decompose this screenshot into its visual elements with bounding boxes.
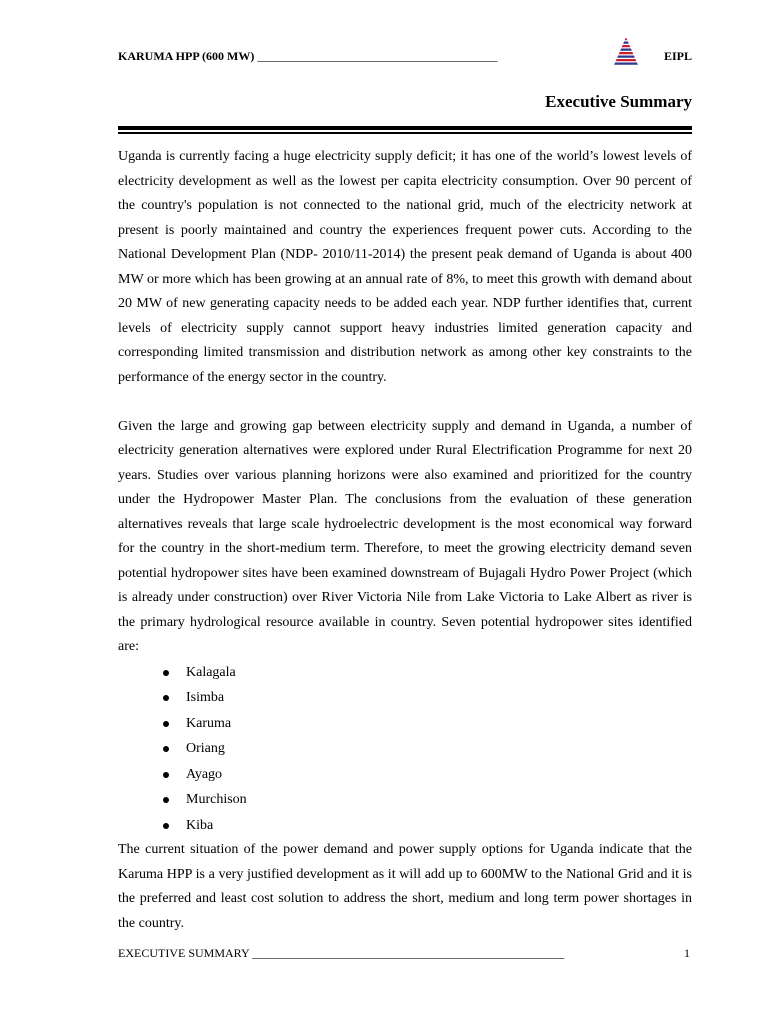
list-item bbox=[118, 685, 692, 711]
logo-stripe bbox=[619, 52, 634, 54]
title-divider-thin bbox=[118, 132, 692, 134]
list-item bbox=[118, 813, 692, 839]
page-footer bbox=[118, 946, 692, 961]
paragraph-conclusion: The current situation of the power demand and power supply options for Uganda indicate that the Karuma HPP is a very justified development as it will add up to 600MW to the National Grid and it is the preferred and least cost solution to address the short, medium and long term power shortages in the country. bbox=[118, 842, 692, 931]
bullet-icon bbox=[163, 823, 169, 829]
eipl-logo-icon bbox=[613, 36, 639, 66]
page-number: 1 bbox=[684, 946, 690, 960]
header-rule: ________________________________________ bbox=[257, 49, 498, 63]
site-name: Isimba bbox=[186, 690, 225, 705]
bullet-icon bbox=[163, 772, 169, 778]
header-left bbox=[118, 49, 497, 64]
paragraph-intro: Uganda is currently facing a huge electricity supply deficit; it has one of the world’s lowest levels of electricity development as well as the lowest per capita electricity consumption. Over 90 percent of the country's population is not connected to the national grid, much of the electricity network at present is poorly maintained and country the experiences frequent power cuts. According to the National Development Plan (NDP- 2010/11-2014) the present peak demand of Uganda is about 400 MW or more which has been growing at an annual rate of 8%, to meet this growth with demand about 20 MW of new generating capacity needs to be added each year. NDP further identifies that, current levels of electricity supply cannot support heavy industries limited generation capacity and corresponding limited transmission and distribution network as among other key constraints to the performance of the energy sector in the country. bbox=[118, 149, 692, 385]
document-body bbox=[118, 145, 692, 936]
header-company: EIPL bbox=[663, 49, 692, 63]
logo-stripe bbox=[622, 45, 631, 47]
footer-section-title: EXECUTIVE SUMMARY bbox=[118, 946, 250, 960]
list-item bbox=[118, 762, 692, 788]
hydropower-sites-list bbox=[118, 660, 692, 839]
site-name: Kiba bbox=[186, 817, 214, 833]
logo-stripe bbox=[617, 56, 635, 58]
logo-stripe bbox=[623, 42, 629, 44]
site-name: Oriang bbox=[186, 741, 225, 756]
bullet-icon bbox=[163, 695, 169, 701]
site-name: Kalagala bbox=[186, 664, 236, 680]
title-divider-thick bbox=[118, 126, 692, 130]
list-item bbox=[118, 711, 692, 737]
bullet-icon bbox=[163, 746, 169, 752]
site-name: Murchison bbox=[186, 792, 247, 807]
logo-stripe bbox=[614, 63, 638, 65]
logo-stripe bbox=[620, 49, 632, 51]
site-name: Karuma bbox=[186, 715, 232, 731]
list-item bbox=[118, 660, 692, 686]
logo-stripe bbox=[616, 59, 637, 61]
list-item bbox=[118, 787, 692, 813]
bullet-icon bbox=[163, 721, 169, 727]
page-title: Executive Summary bbox=[545, 92, 692, 111]
page-header bbox=[118, 44, 692, 68]
header-project-title: KARUMA HPP (600 MW) bbox=[118, 49, 255, 63]
paragraph-alternatives: Given the large and growing gap between electricity supply and demand in Uganda, a number of electricity generation alternatives were explored under Rural Electrification Programme for next 20 years. Studies over various planning horizons were also examined and prioritized for the country under the Hydropower Master Plan. The conclusions from the evaluation of these generation alternatives reveals that large scale hydroelectric development is the most economical way forward for the country in the short-medium term. Therefore, to meet the growing electricity demand seven potential hydropower sites have been examined downstream of Bujagali Hydro Power Project (which is already under construction) over River Victoria Nile from Lake Victoria to Lake Albert as river is the primary hydrological resource available in country. Seven potential hydropower sites identified are: bbox=[118, 418, 692, 654]
footer-rule: ____________________________________________________ bbox=[252, 946, 565, 960]
logo-stripe bbox=[625, 38, 628, 40]
bullet-icon bbox=[163, 797, 169, 803]
list-item bbox=[118, 736, 692, 762]
bullet-icon bbox=[163, 670, 169, 676]
site-name: Ayago bbox=[186, 766, 223, 782]
